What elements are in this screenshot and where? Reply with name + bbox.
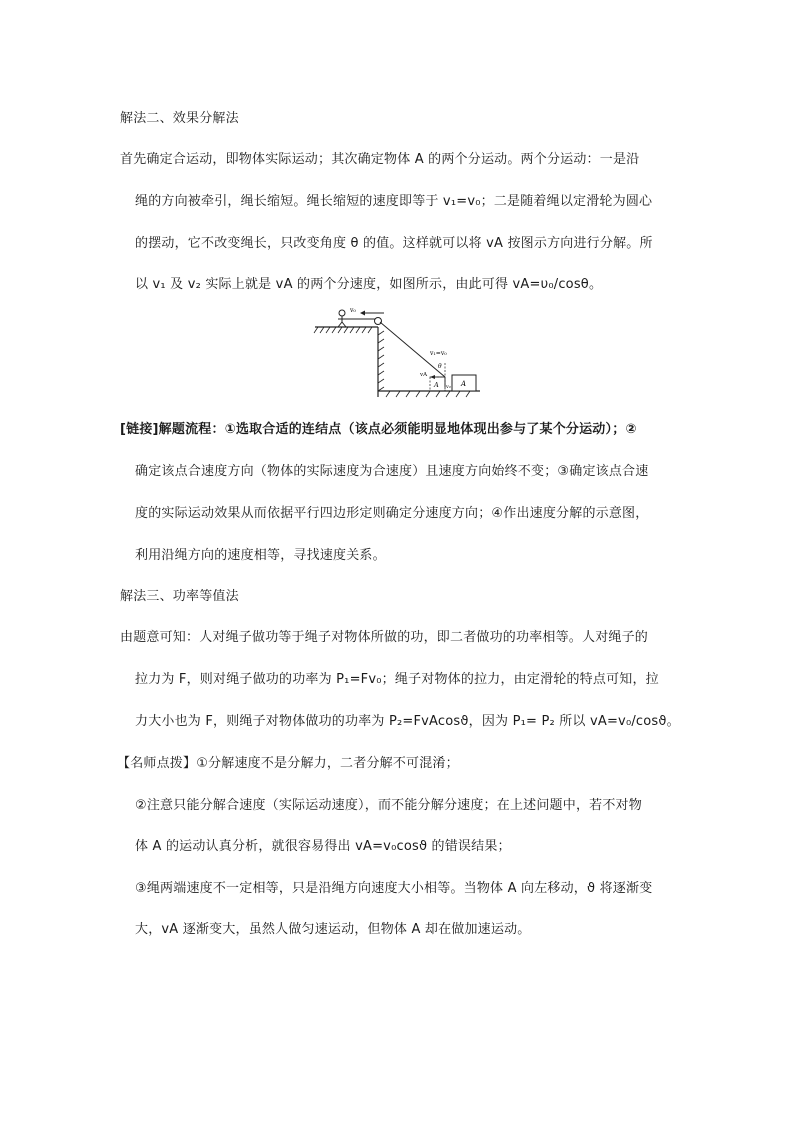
paragraph-line: 体 A 的运动认真分析，就很容易得出 vA=v₀cosϑ 的错误结果； xyxy=(135,839,511,854)
v0-label: v₀ xyxy=(350,307,356,314)
paragraph-line: [链接]解题流程：①选取合适的连结点（该点必须能明显地体现出参与了某个分运动）；② xyxy=(120,422,637,437)
pulley xyxy=(375,318,382,325)
paragraph-line: 首先确定合运动，即物体实际运动；其次确定物体 A 的两个分运动。两个分运动：一是沿 xyxy=(120,152,640,167)
paragraph-line: 大，vA 逐渐变大，虽然人做匀速运动，但物体 A 却在做加速运动。 xyxy=(135,922,531,937)
pulley-diagram xyxy=(310,305,485,400)
paragraph-line: 绳的方向被牵引，绳长缩短。绳长缩短的速度即等于 v₁=v₀；二是随着绳以定滑轮为圆心 xyxy=(135,194,653,209)
v1-equals-v0-label: v₁=v₀ xyxy=(430,350,447,357)
paragraph-line: 由题意可知：人对绳子做功等于绳子对物体所做的功，即二者做功的功率相等。人对绳子的 xyxy=(120,630,649,645)
vA-label: vA xyxy=(420,372,428,378)
section-heading-method-3: 解法三、功率等值法 xyxy=(120,589,239,604)
paragraph-line: 力大小也为 F，则绳子对物体做功的功率为 P₂=FvAcosϑ，因为 P₁= P₂ 所以 vA=v₀/cosϑ。 xyxy=(135,714,680,729)
paragraph-line: 度的实际运动效果从而依据平行四边形定则确定分速度方向；④作出速度分解的示意图， xyxy=(135,506,649,521)
paragraph-line: ③绳两端速度不一定相等，只是沿绳方向速度大小相等。当物体 A 向左移动，ϑ 将逐渐变 xyxy=(135,881,653,896)
teacher-tips-line: 【名师点拨】①分解速度不是分解力，二者分解不可混淆； xyxy=(117,756,459,771)
person-figure xyxy=(338,310,346,327)
theta-label: θ xyxy=(438,363,442,370)
v2-label: v₂ xyxy=(446,384,451,390)
section-heading-method-2: 解法二、效果分解法 xyxy=(120,111,239,126)
paragraph-line: ②注意只能分解合速度（实际运动速度），而不能分解分速度；在上述问题中，若不对物 xyxy=(135,798,642,813)
paragraph-line: 的摆动，它不改变绳长，只改变角度 θ 的值。这样就可以将 vA 按图示方向进行分解。所 xyxy=(135,236,653,251)
paragraph-line: 利用沿绳方向的速度相等，寻找速度关系。 xyxy=(135,548,386,563)
paragraph-line: 确定该点合速度方向（物体的实际速度为合速度）且速度方向始终不变；③确定该点合速 xyxy=(135,464,649,479)
paragraph-line: 拉力为 F，则对绳子做功的功率为 P₁=Fv₀；绳子对物体的拉力，由定滑轮的特点可知，拉 xyxy=(135,672,659,687)
block-a-label: A xyxy=(461,380,467,388)
block-a-ghost-label: A xyxy=(434,381,439,389)
paragraph-line: 以 v₁ 及 v₂ 实际上就是 vA 的两个分速度，如图所示，由此可得 vA=υ₀/cosθ。 xyxy=(135,277,603,292)
